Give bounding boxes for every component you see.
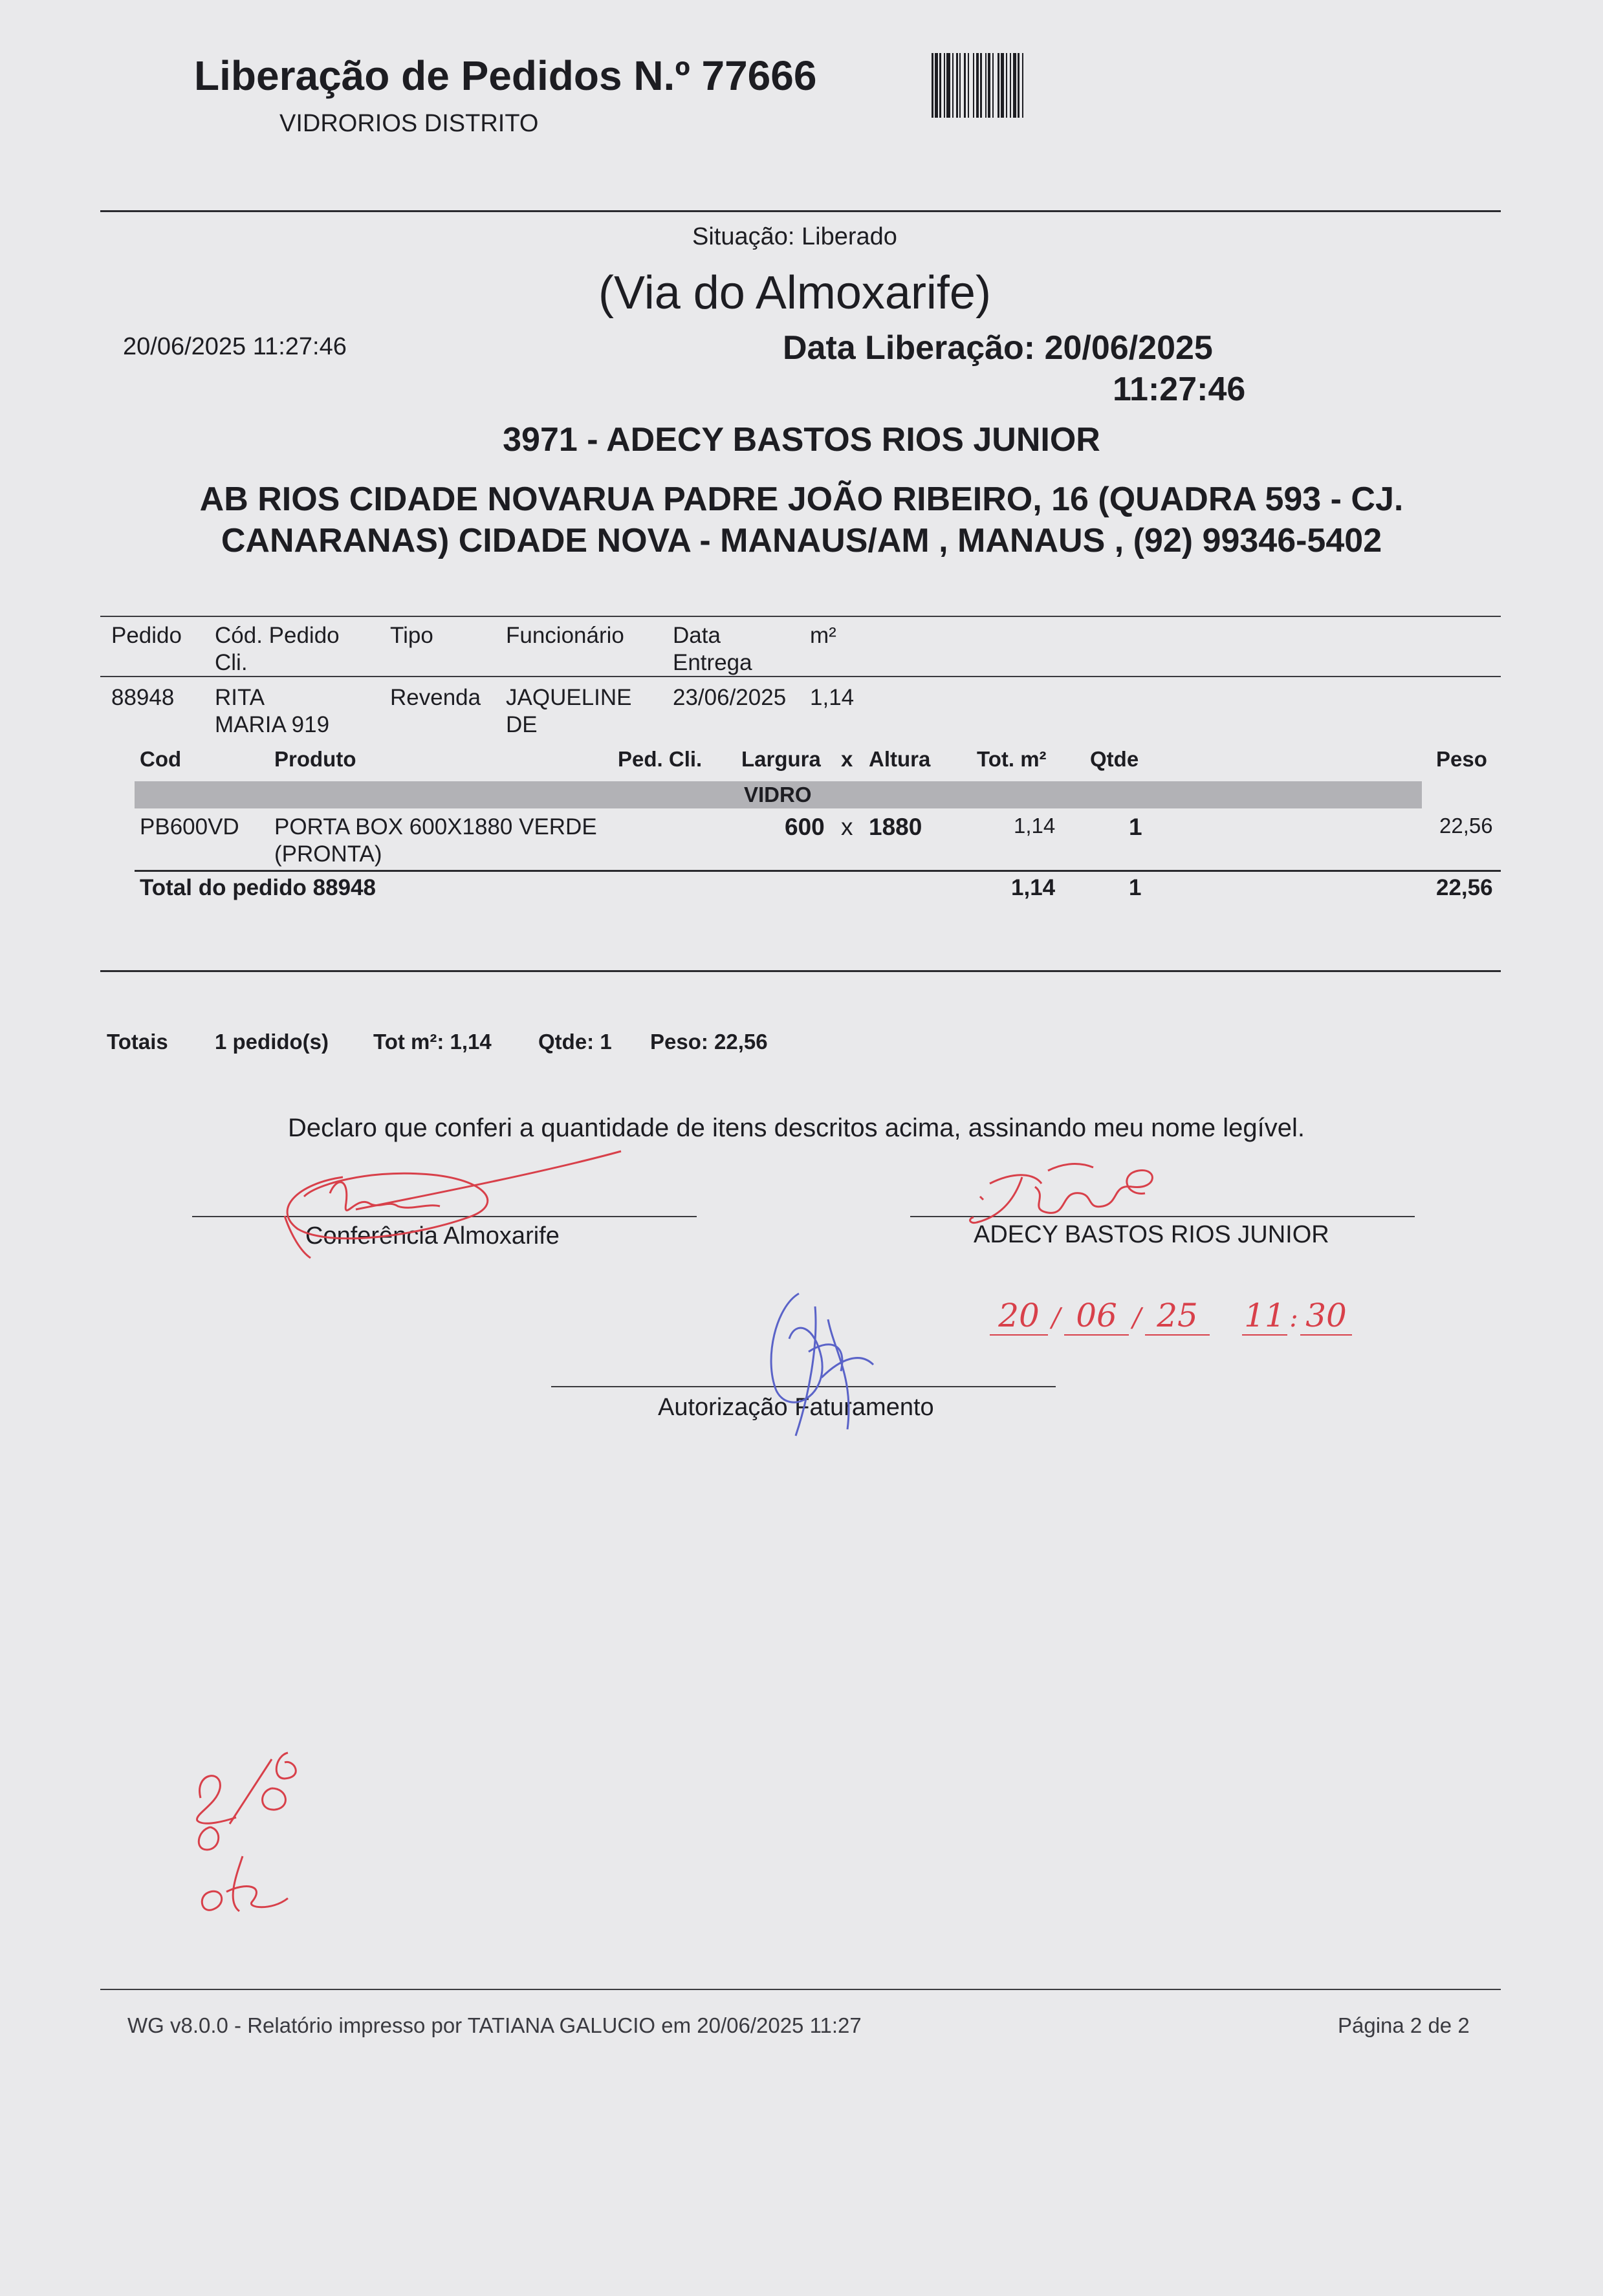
item-header-cod: Cod xyxy=(140,747,182,771)
address-line-1: AB RIOS CIDADE NOVARUA PADRE JOÃO RIBEIRO, 16 (QUADRA 593 - CJ. xyxy=(199,481,1404,518)
handwritten-month: 06 xyxy=(1064,1297,1129,1336)
handwritten-hour: 11 xyxy=(1242,1297,1287,1336)
col-header-funcionario: Funcionário xyxy=(506,623,624,648)
item-header-largura: Largura xyxy=(741,747,821,771)
order-total-peso: 22,56 xyxy=(1436,875,1493,900)
handwritten-sep-2: / xyxy=(1132,1303,1142,1333)
item-qtde: 1 xyxy=(1129,814,1142,840)
item-header-qtde: Qtde xyxy=(1090,747,1139,771)
totals-peso: Peso: 22,56 xyxy=(650,1030,768,1054)
order-table-top-rule xyxy=(100,616,1501,617)
item-header-produto: Produto xyxy=(274,747,356,771)
order-total-m2: 1,14 xyxy=(1011,875,1056,900)
release-date: Data Liberação: 20/06/2025 xyxy=(783,329,1213,367)
item-x: x xyxy=(841,814,853,840)
col-header-cod-pedido-cli: Cód. Pedido Cli. xyxy=(215,623,340,675)
handwritten-date xyxy=(990,1297,1352,1336)
item-cod: PB600VD xyxy=(140,814,239,839)
status-text: Situação: Liberado xyxy=(692,223,897,250)
signature-almoxarife-icon xyxy=(259,1138,647,1268)
order-funcionario: JAQUELINE DE xyxy=(506,685,632,737)
handwritten-year: 25 xyxy=(1145,1297,1210,1336)
customer-address xyxy=(0,479,1603,561)
company-name: VIDRORIOS DISTRITO xyxy=(279,110,539,137)
order-m2: 1,14 xyxy=(810,685,855,710)
signature-label-cliente: ADECY BASTOS RIOS JUNIOR xyxy=(974,1221,1329,1248)
order-pedido: 88948 xyxy=(111,685,175,710)
totals-qtde: Qtde: 1 xyxy=(538,1030,612,1054)
signature-label-faturamento: Autorização Faturamento xyxy=(658,1394,934,1421)
signature-cliente-icon xyxy=(964,1158,1184,1242)
order-cod-pedido-cli: RITA MARIA 919 xyxy=(215,685,330,737)
via-label: (Via do Almoxarife) xyxy=(598,267,991,319)
item-tot-m2: 1,14 xyxy=(1014,814,1056,838)
item-peso: 22,56 xyxy=(1439,814,1493,838)
header-divider xyxy=(100,210,1501,212)
col-header-m2: m² xyxy=(810,623,836,648)
order-total-label: Total do pedido 88948 xyxy=(140,875,376,900)
handwritten-sep-1: / xyxy=(1051,1303,1061,1333)
order-table-header-rule xyxy=(100,676,1501,677)
col-header-pedido: Pedido xyxy=(111,623,182,648)
order-total-qtde: 1 xyxy=(1129,875,1142,900)
item-produto: PORTA BOX 600X1880 VERDE (PRONTA) xyxy=(274,814,597,867)
item-largura: 600 xyxy=(785,814,825,840)
totals-pedidos: 1 pedido(s) xyxy=(215,1030,329,1054)
item-header-ped-cli: Ped. Cli. xyxy=(618,747,703,771)
totals-top-rule xyxy=(100,970,1501,972)
item-header-peso: Peso xyxy=(1436,747,1487,771)
item-header-tot-m2: Tot. m² xyxy=(977,747,1047,771)
print-timestamp: 20/06/2025 11:27:46 xyxy=(123,333,347,360)
signature-label-almoxarife: Conferência Almoxarife xyxy=(305,1222,560,1250)
handwritten-colon: : xyxy=(1289,1303,1298,1333)
margin-note-icon xyxy=(175,1733,369,1927)
order-tipo: Revenda xyxy=(390,685,481,710)
handwritten-day: 20 xyxy=(990,1297,1048,1336)
item-header-altura: Altura xyxy=(869,747,931,771)
group-label: VIDRO xyxy=(744,783,812,807)
barcode-icon xyxy=(932,53,1177,118)
footer-print-info: WG v8.0.0 - Relatório impresso por TATIANA GALUCIO em 20/06/2025 11:27 xyxy=(127,2013,862,2037)
order-data-entrega: 23/06/2025 xyxy=(673,685,787,710)
totals-m2: Tot m²: 1,14 xyxy=(373,1030,492,1054)
items-total-rule xyxy=(135,870,1501,872)
release-time: 11:27:46 xyxy=(1113,371,1246,408)
footer-rule xyxy=(100,1989,1501,1990)
page-number: Página 2 de 2 xyxy=(1338,2013,1470,2037)
address-line-2: CANARANAS) CIDADE NOVA - MANAUS/AM , MANAUS , (92) 99346-5402 xyxy=(221,522,1382,559)
declaration-text: Declaro que conferi a quantidade de itens descritos acima, assinando meu nome legível. xyxy=(288,1114,1305,1142)
col-header-tipo: Tipo xyxy=(390,623,433,648)
col-header-data-entrega: Data Entrega xyxy=(673,623,752,675)
customer-name: 3971 - ADECY BASTOS RIOS JUNIOR xyxy=(503,421,1100,459)
item-altura: 1880 xyxy=(869,814,922,840)
document-title: Liberação de Pedidos N.º 77666 xyxy=(194,52,817,99)
signature-faturamento-icon xyxy=(737,1281,893,1442)
totals-label: Totais xyxy=(107,1030,168,1054)
item-header-x: x xyxy=(841,747,853,771)
handwritten-minute: 30 xyxy=(1300,1297,1352,1336)
